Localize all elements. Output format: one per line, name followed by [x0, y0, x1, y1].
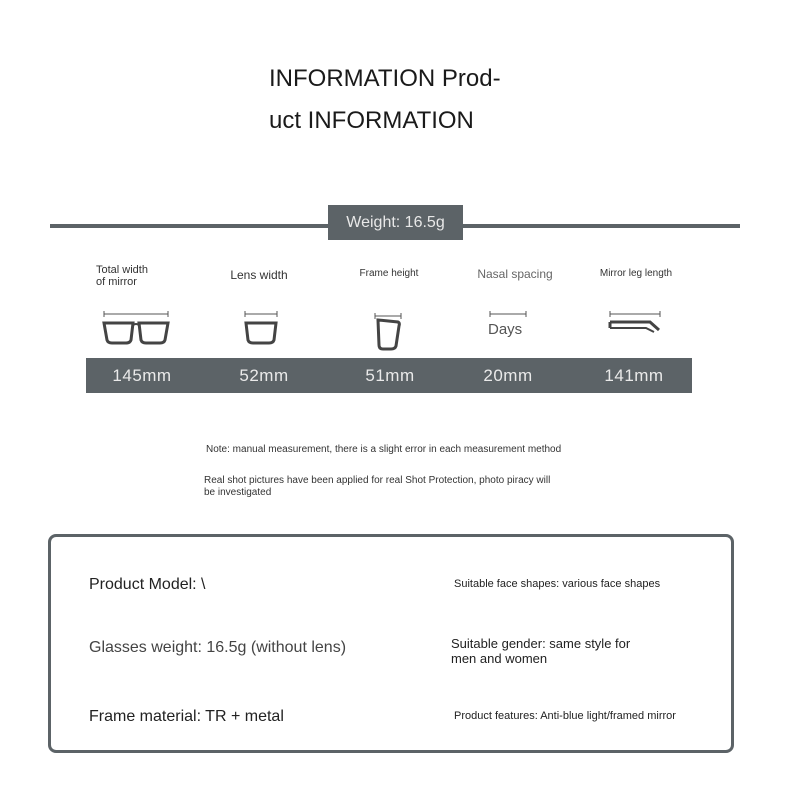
frame-material: Frame material: TR + metal [89, 708, 284, 725]
suitable-gender-line2: men and women [451, 651, 548, 666]
product-features: Product features: Anti-blue light/framed mirror [454, 710, 676, 722]
value-lens-width: 52mm [239, 366, 289, 385]
spec-label-mirror-leg-length [588, 268, 684, 280]
copyright-note [204, 475, 550, 499]
full-glasses-front-icon [100, 310, 172, 348]
measurement-values-bar [86, 358, 692, 393]
spec-label-total-width [96, 264, 168, 288]
title-line-2: uct INFORMATION [269, 107, 474, 134]
spec-label-frame-height [345, 268, 433, 280]
value-nasal-spacing: 20mm [483, 366, 533, 385]
spec-label-lens-width [215, 269, 303, 281]
nasal-spacing-icon [488, 310, 528, 320]
suitable-gender [451, 636, 630, 666]
value-frame-height: 51mm [365, 366, 415, 385]
measurement-note: Note: manual measurement, there is a slight error in each measurement method [206, 444, 562, 455]
glasses-weight: Glasses weight: 16.5g (without lens) [89, 639, 347, 656]
suitable-gender-line1: Suitable gender: same style for [451, 636, 631, 651]
spec-label-line1: Mirror leg length [599, 268, 673, 279]
spec-label-line1: Lens width [230, 268, 288, 282]
value-mirror-leg-length: 141mm [604, 366, 664, 385]
single-lens-icon [243, 310, 279, 348]
value-total-width: 145mm [112, 366, 172, 385]
nasal-spacing-icon-text: Days [488, 321, 523, 338]
spec-label-line1: Frame height [359, 268, 419, 279]
product-model: Product Model: \ [89, 576, 206, 593]
copyright-note-line1: Real shot pictures have been applied for real Shot Protection, photo piracy will [204, 475, 551, 486]
frame-height-icon [370, 312, 406, 352]
spec-label-line2: of mirror [96, 276, 137, 288]
copyright-note-line2: be investigated [204, 487, 272, 498]
temple-arm-icon [606, 310, 664, 336]
spec-label-line1: Total width [96, 264, 148, 276]
spec-label-nasal-spacing [466, 268, 564, 280]
page-title [269, 58, 569, 142]
spec-label-line1: Nasal spacing [477, 267, 553, 281]
title-line-1: INFORMATION Prod- [269, 65, 501, 92]
suitable-face-shapes: Suitable face shapes: various face shapes [454, 578, 661, 590]
weight-badge: Weight: 16.5g [328, 205, 463, 240]
